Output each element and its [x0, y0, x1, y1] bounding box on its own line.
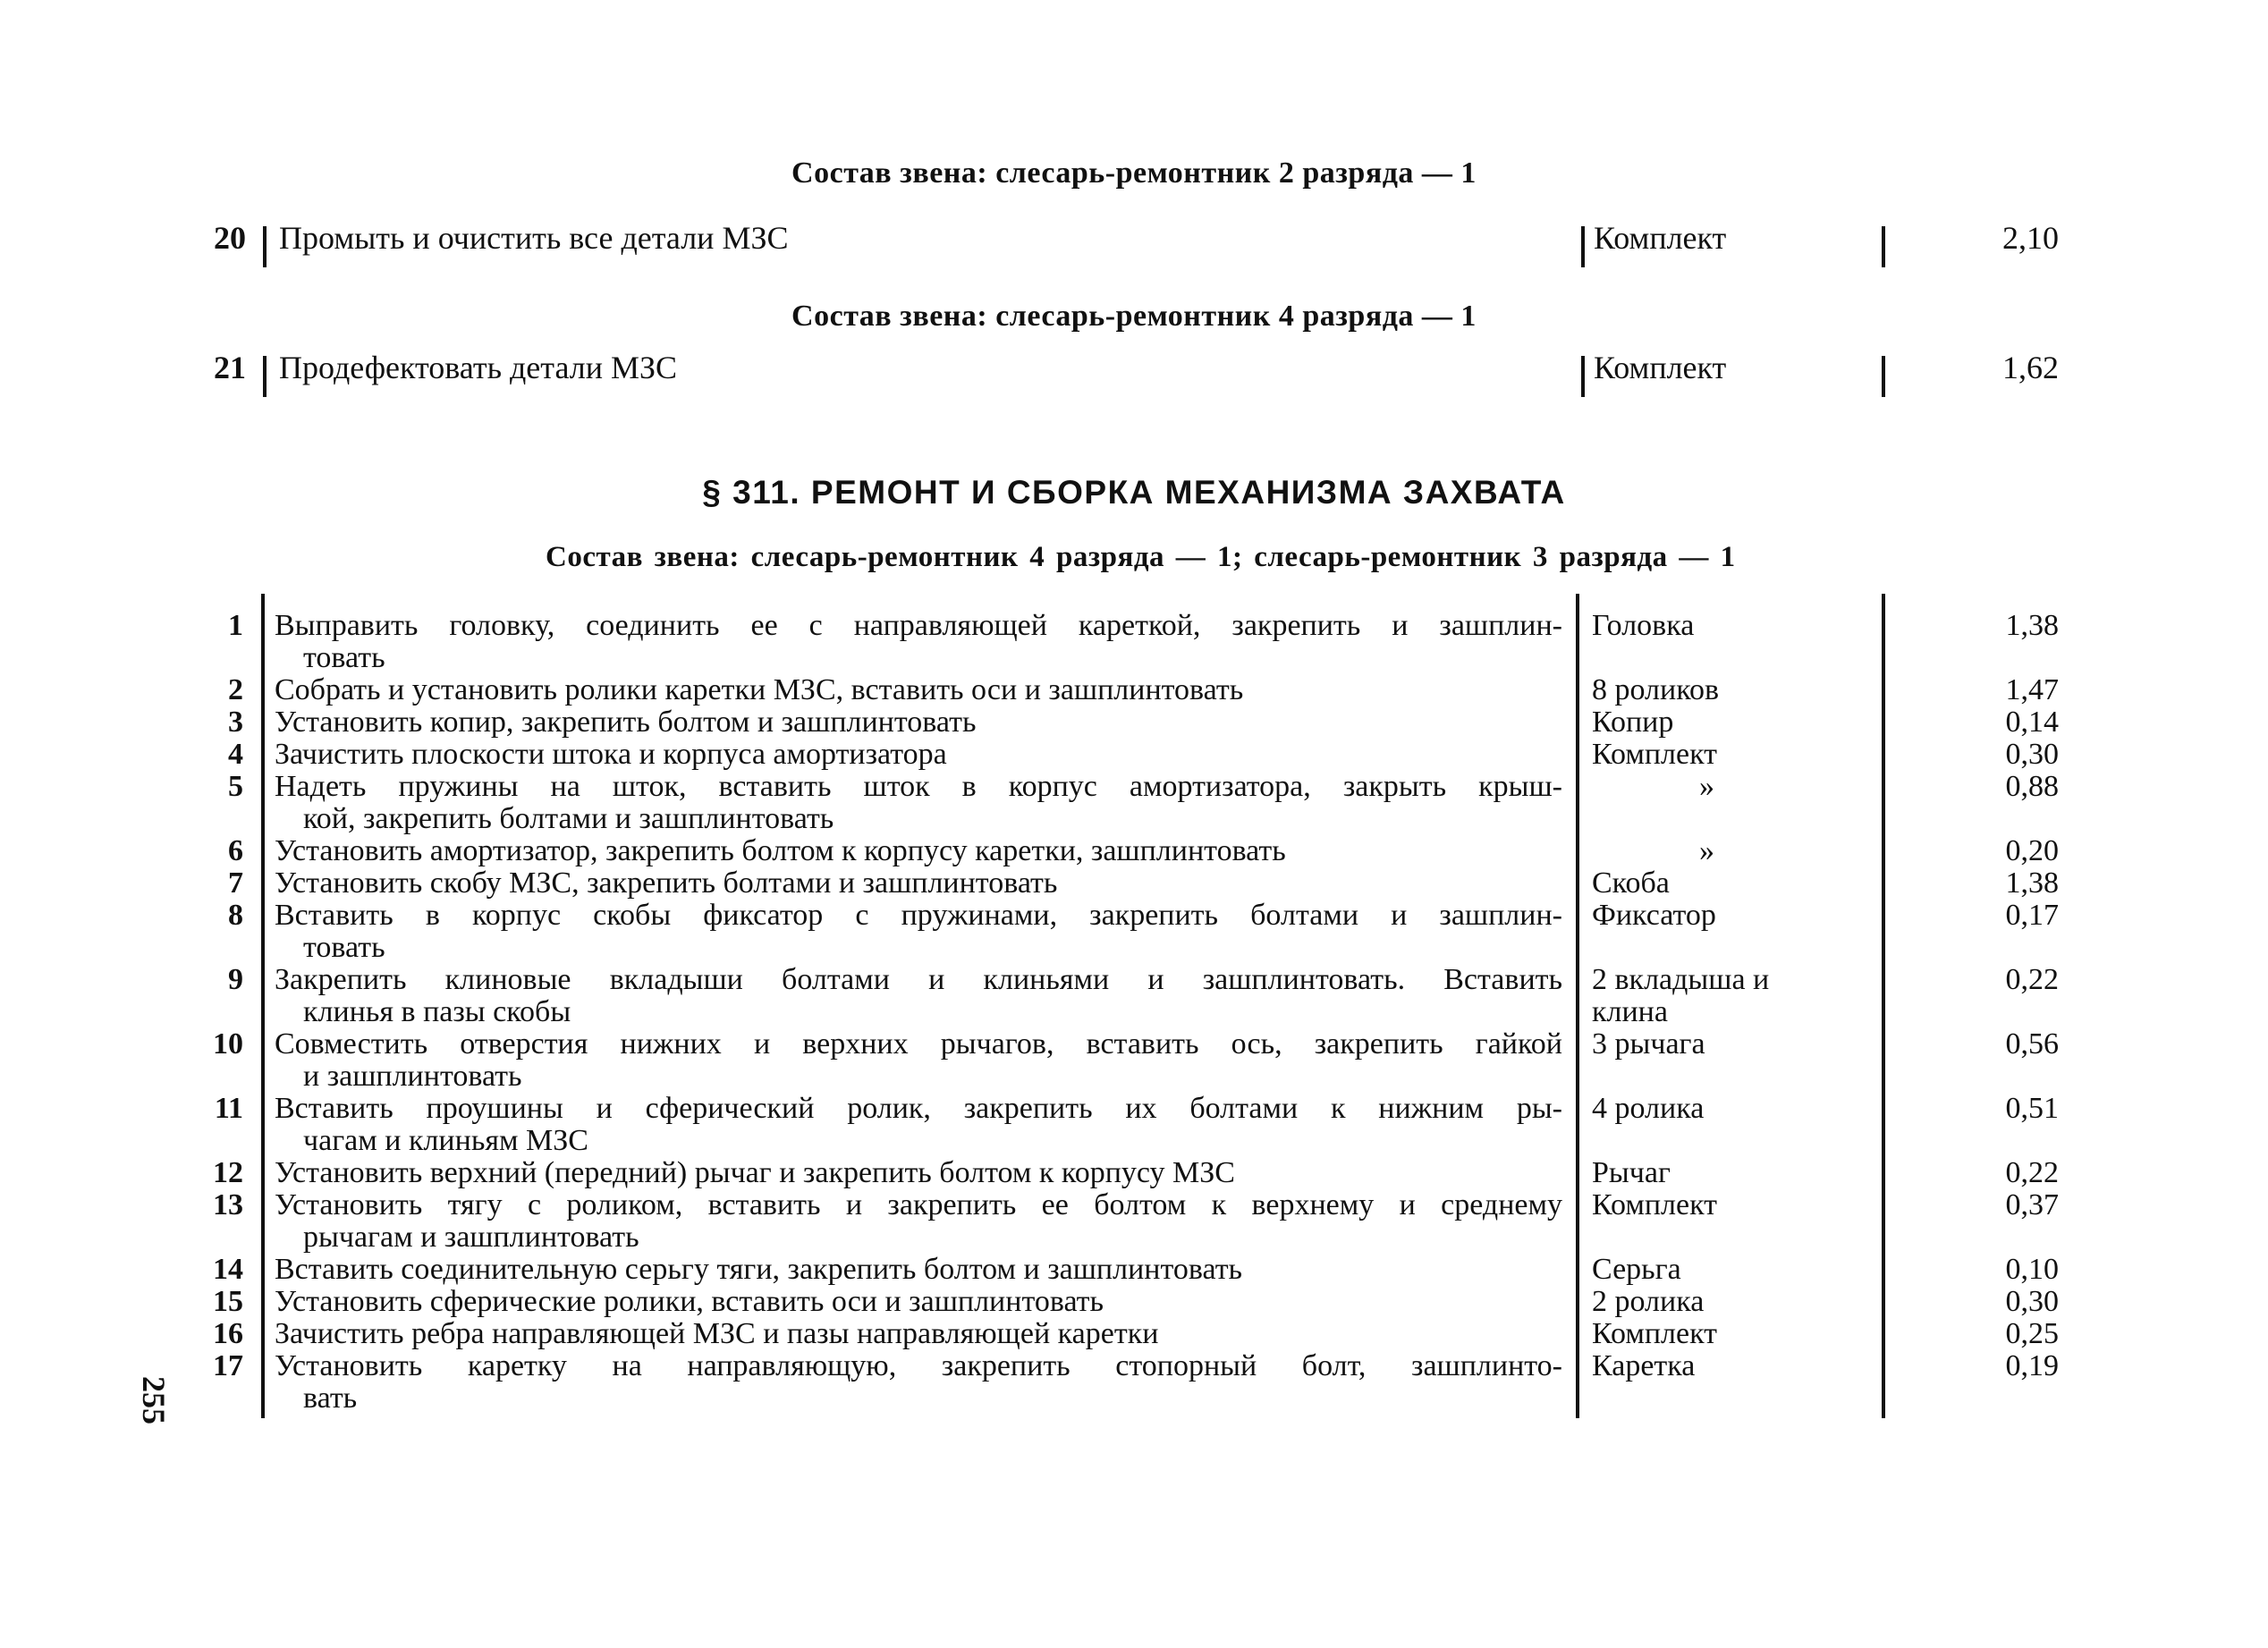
time-norm: 1,38 — [2005, 866, 2059, 900]
work-description-line: Установить сферические ролики, вставить оси и зашплинтовать — [275, 1285, 1104, 1318]
work-description-continuation: и зашплинтовать — [303, 1060, 522, 1093]
work-description-line: Установить амортизатор, закрепить болтом к корпусу каретки, зашплинтовать — [275, 834, 1286, 867]
work-description-line: Установить тягу с роликом, вставить и закрепить ее болтом к верхнему и среднему — [275, 1188, 1562, 1221]
work-description-line: Вставить соединительную серьгу тяги, закрепить болтом и зашплинтовать — [275, 1253, 1243, 1286]
time-norm: 1,38 — [2005, 609, 2059, 642]
unit-of-measure — [1592, 1093, 1860, 1125]
row-number: 11 — [214, 1092, 243, 1125]
unit-of-measure — [1592, 739, 1860, 771]
unit-line: Комплект — [1592, 1317, 1718, 1350]
unit-of-measure — [1592, 835, 1860, 867]
work-description-line: Выправить головку, соединить ее с направляющей кареткой, закрепить и зашплин- — [275, 609, 1562, 642]
column-divider — [1581, 226, 1585, 267]
crew-heading-2: Состав звена: слесарь-ремонтник 4 разряда — 1 — [791, 300, 1477, 333]
column-divider — [263, 226, 267, 267]
crew-heading-1: Состав звена: слесарь-ремонтник 2 разряда — 1 — [791, 156, 1477, 190]
time-norm: 1,62 — [2002, 350, 2059, 385]
unit-line: » — [1699, 834, 1714, 867]
row-number: 17 — [213, 1349, 243, 1382]
work-description-line: Установить верхний (передний) рычаг и закрепить болтом к корпусу МЗС — [275, 1156, 1235, 1189]
time-norm: 2,10 — [2002, 220, 2059, 256]
unit-of-measure — [1592, 1254, 1860, 1286]
work-description — [275, 1350, 1562, 1415]
time-norm: 0,37 — [2005, 1188, 2059, 1221]
row-number: 8 — [228, 899, 243, 932]
time-norm: 0,22 — [2005, 963, 2059, 996]
work-description-line: Вставить в корпус скобы фиксатор с пружинами, закрепить болтами и зашплин- — [275, 899, 1562, 932]
column-divider — [1882, 594, 1885, 1418]
unit-of-measure — [1592, 1028, 1860, 1061]
unit-of-measure — [1592, 706, 1860, 739]
time-norm: 1,47 — [2005, 673, 2059, 706]
work-description-continuation: товать — [303, 931, 385, 964]
table-row-21 — [0, 349, 2268, 393]
unit-line-continuation: клина — [1592, 995, 1668, 1028]
work-description — [275, 1318, 1562, 1350]
work-description-continuation: вать — [303, 1382, 358, 1415]
row-number: 5 — [228, 770, 243, 803]
column-divider — [263, 356, 267, 397]
work-description-continuation: кой, закрепить болтами и зашплинтовать — [303, 802, 834, 835]
unit-line: Рычаг — [1592, 1156, 1671, 1189]
time-norm: 0,88 — [2005, 770, 2059, 803]
page-number: 255 — [136, 1376, 172, 1424]
unit-line: Скоба — [1592, 866, 1670, 900]
table-row-20 — [0, 219, 2268, 264]
unit-of-measure — [1592, 867, 1860, 900]
unit-line: Серьга — [1592, 1253, 1681, 1286]
row-number: 7 — [228, 866, 243, 900]
work-description-line: Совместить отверстия нижних и верхних рычагов, вставить ось, закрепить гайкой — [275, 1027, 1562, 1061]
work-description — [275, 739, 1562, 771]
time-norm: 0,30 — [2005, 738, 2059, 771]
work-description — [275, 1028, 1562, 1093]
work-description — [275, 706, 1562, 739]
time-norm: 0,10 — [2005, 1253, 2059, 1286]
unit-line: Головка — [1592, 609, 1695, 642]
work-description — [275, 964, 1562, 1028]
work-description — [275, 1254, 1562, 1286]
unit-of-measure — [1592, 964, 1860, 1028]
column-divider — [1576, 594, 1579, 1418]
work-description — [275, 771, 1562, 835]
time-norm: 0,20 — [2005, 834, 2059, 867]
unit-of-measure — [1592, 900, 1860, 932]
unit-of-measure — [1592, 1318, 1860, 1350]
unit-line: Комплект — [1592, 738, 1718, 771]
unit-of-measure — [1592, 771, 1860, 803]
crew-heading-3: Состав звена: слесарь-ремонтник 4 разряда — 1; слесарь-ремонтник 3 разряда — 1 — [546, 541, 1736, 573]
work-description — [275, 674, 1562, 706]
work-description-line: Установить каретку на направляющую, закрепить стопорный болт, зашплинто- — [275, 1349, 1562, 1382]
unit-line: 2 вкладыша и — [1592, 963, 1770, 996]
work-description: Промыть и очистить все детали МЗС — [279, 220, 789, 256]
unit-line: 3 рычага — [1592, 1027, 1705, 1061]
unit-line: Каретка — [1592, 1349, 1696, 1382]
unit-of-measure: Комплект — [1594, 220, 1727, 256]
work-description-line: Зачистить плоскости штока и корпуса амортизатора — [275, 738, 947, 771]
section-title: § 311. РЕМОНТ И СБОРКА МЕХАНИЗМА ЗАХВАТА — [702, 474, 1566, 511]
time-norm: 0,14 — [2005, 706, 2059, 739]
unit-of-measure — [1592, 1286, 1860, 1318]
work-description-continuation: товать — [303, 641, 385, 674]
work-description — [275, 1189, 1562, 1254]
work-description — [275, 835, 1562, 867]
work-description-line: Закрепить клиновые вкладыши болтами и клиньями и зашплинтовать. Вставить — [275, 963, 1562, 996]
unit-of-measure — [1592, 610, 1860, 642]
column-divider — [1581, 356, 1585, 397]
row-number: 21 — [214, 350, 246, 385]
row-number: 12 — [213, 1156, 243, 1189]
row-number: 13 — [213, 1188, 243, 1221]
row-number: 4 — [228, 738, 243, 771]
work-description-line: Установить скобу МЗС, закрепить болтами и зашплинтовать — [275, 866, 1058, 900]
row-number: 14 — [213, 1253, 243, 1286]
work-description — [275, 900, 1562, 964]
work-description — [275, 1093, 1562, 1157]
work-description-line: Надеть пружины на шток, вставить шток в корпус амортизатора, закрыть крыш- — [275, 770, 1562, 803]
column-divider — [261, 594, 265, 1418]
unit-of-measure — [1592, 1157, 1860, 1189]
time-norm: 0,22 — [2005, 1156, 2059, 1189]
work-description: Продефектовать детали МЗС — [279, 350, 678, 385]
work-description — [275, 610, 1562, 674]
work-description — [275, 1157, 1562, 1189]
work-description-continuation: клинья в пазы скобы — [303, 995, 571, 1028]
time-norm: 0,25 — [2005, 1317, 2059, 1350]
work-description-line: Зачистить ребра направляющей МЗС и пазы направляющей каретки — [275, 1317, 1159, 1350]
row-number: 9 — [228, 963, 243, 996]
unit-line: 4 ролика — [1592, 1092, 1705, 1125]
time-norm: 0,51 — [2005, 1092, 2059, 1125]
time-norm: 0,30 — [2005, 1285, 2059, 1318]
work-description-continuation: рычагам и зашплинтовать — [303, 1221, 639, 1254]
unit-of-measure — [1592, 674, 1860, 706]
unit-line: Комплект — [1592, 1188, 1718, 1221]
unit-of-measure — [1592, 1350, 1860, 1382]
unit-line: » — [1699, 770, 1714, 803]
work-description — [275, 1286, 1562, 1318]
unit-line: Фиксатор — [1592, 899, 1716, 932]
row-number: 15 — [213, 1285, 243, 1318]
row-number: 6 — [228, 834, 243, 867]
work-table — [0, 592, 2268, 1424]
unit-of-measure: Комплект — [1594, 350, 1727, 385]
time-norm: 0,19 — [2005, 1349, 2059, 1382]
work-description-line: Собрать и установить ролики каретки МЗС, вставить оси и зашплинтовать — [275, 673, 1244, 706]
unit-of-measure — [1592, 1189, 1860, 1221]
row-number: 1 — [228, 609, 243, 642]
column-divider — [1882, 356, 1885, 397]
work-description-continuation: чагам и клиньям МЗС — [303, 1124, 588, 1157]
unit-line: 8 роликов — [1592, 673, 1720, 706]
row-number: 3 — [228, 706, 243, 739]
unit-line: 2 ролика — [1592, 1285, 1705, 1318]
row-number: 16 — [213, 1317, 243, 1350]
time-norm: 0,17 — [2005, 899, 2059, 932]
row-number: 10 — [213, 1027, 243, 1061]
row-number: 2 — [228, 673, 243, 706]
column-divider — [1882, 226, 1885, 267]
time-norm: 0,56 — [2005, 1027, 2059, 1061]
work-description — [275, 867, 1562, 900]
unit-line: Копир — [1592, 706, 1674, 739]
row-number: 20 — [214, 220, 246, 256]
work-description-line: Вставить проушины и сферический ролик, закрепить их болтами к нижним ры- — [275, 1092, 1562, 1125]
work-description-line: Установить копир, закрепить болтом и зашплинтовать — [275, 706, 977, 739]
